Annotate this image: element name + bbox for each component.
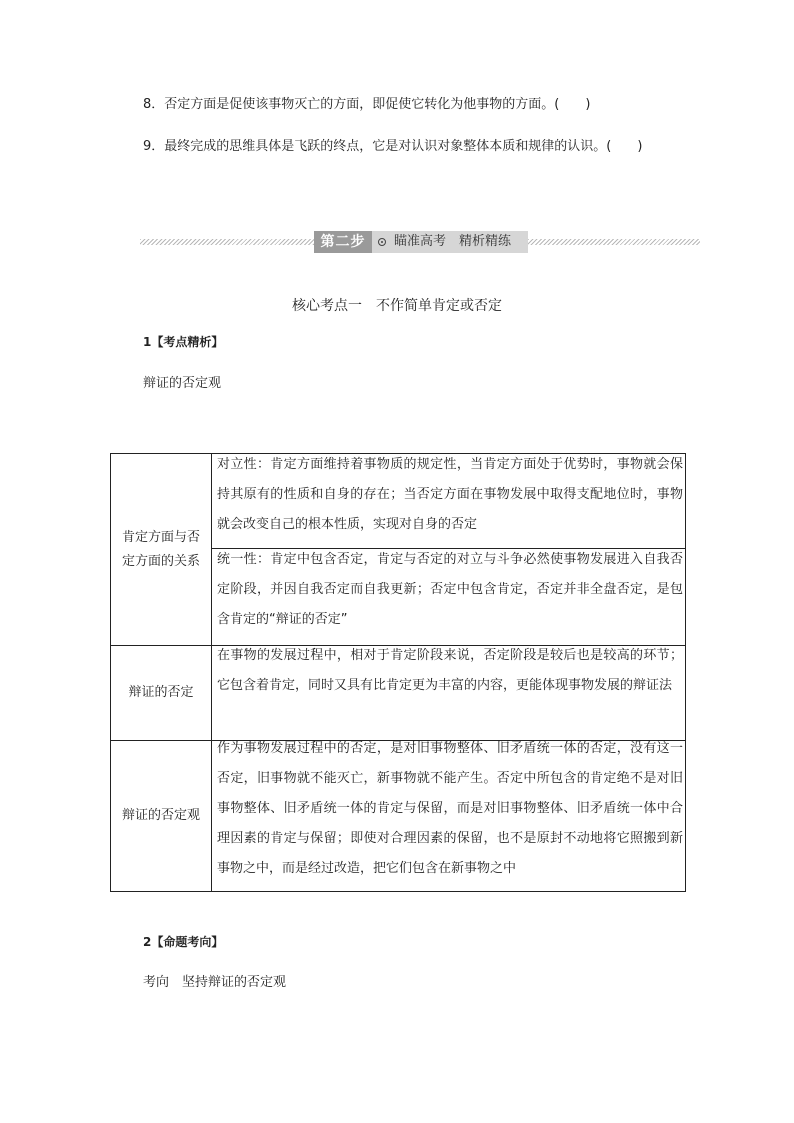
banner-subtitle: 瞄准高考 精析精练 <box>394 234 512 249</box>
question-8: 8．否定方面是促使该事物灭亡的方面，即促使它转化为他事物的方面。( ) <box>143 97 591 112</box>
row-label-negation-view: 辩证的否定观 <box>121 808 200 823</box>
row-label-dialectical-negation: 辩证的否定 <box>128 685 194 700</box>
table-row-label <box>111 454 211 645</box>
concept-heading: 辩证的否定观 <box>143 376 222 391</box>
target-icon <box>378 238 386 246</box>
banner-hatch-left <box>140 239 314 245</box>
table-row-label <box>111 741 211 891</box>
table-column-divider <box>211 453 212 892</box>
table-row-label <box>111 646 211 740</box>
table-cell-opposition: 对立性：肯定方面维持着事物质的规定性，当肯定方面处于优势时，事物就会保持其原有的性质和自身的存在；当否定方面在事物发展中取得支配地位时，事物就会改变自己的根本性质，实现对自身的否定 <box>217 457 683 532</box>
step-label: 第二步 <box>314 231 372 253</box>
banner-badge <box>314 231 528 253</box>
step-banner <box>140 231 700 253</box>
row-label-relation: 肯定方面与否定方面的关系 <box>121 529 200 569</box>
question-9: 9．最终完成的思维具体是飞跃的终点，它是对认识对象整体本质和规律的认识。( ) <box>143 139 643 154</box>
table-cell-dialectical-negation: 在事物的发展过程中，相对于肯定阶段来说，否定阶段是较后也是较高的环节；它包含着肯定，同时又具有比肯定更为丰富的内容，更能体现事物发展的辩证法 <box>217 648 683 693</box>
banner-hatch-right <box>528 239 700 245</box>
table-cell-unity: 统一性：肯定中包含否定，肯定与否定的对立与斗争必然使事物发展进入自我否定阶段，并因自我否定而自我更新；否定中包含肯定，否定并非全盘否定，是包含肯定的“辩证的否定” <box>217 552 683 627</box>
section-2-label: 2【命题考向】 <box>143 935 224 949</box>
direction-heading: 考向 坚持辩证的否定观 <box>143 975 287 990</box>
section-1-label: 1【考点精析】 <box>143 335 224 349</box>
section-title: 核心考点一 不作简单肯定或否定 <box>292 298 502 314</box>
concept-table <box>110 453 686 892</box>
table-cell-negation-view: 作为事物发展过程中的否定，是对旧事物整体、旧矛盾统一体的否定，没有这一否定，旧事物就不能灭亡，新事物就不能产生。否定中所包含的肯定绝不是对旧事物整体、旧矛盾统一体的肯定与保留，而是对旧事物整体、旧矛盾统一体中合理因素的肯定与保留；即使对合理因素的保留，也不是原封不动地将它照搬到新事物之中，而是经过改造，把它们包含在新事物之中 <box>217 741 683 876</box>
